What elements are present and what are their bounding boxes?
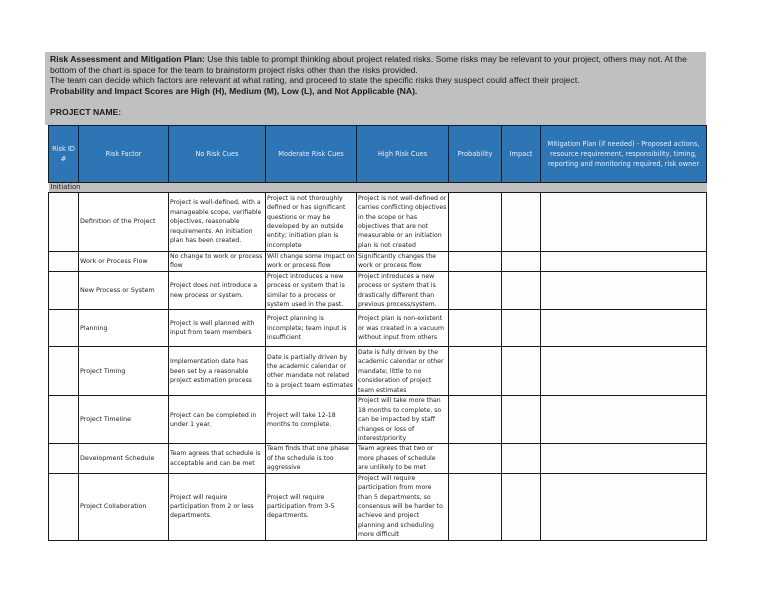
- impact-cell[interactable]: [502, 396, 541, 444]
- instructions-description: Use this table to prompt thinking about project related risks. Some risks may be relevant to your project, others may not. At the bottom of the chart is space for the team to brainstorm project risks other than the risks provided.: [50, 54, 687, 75]
- instructions-title: Risk Assessment and Mitigation Plan:: [50, 54, 205, 64]
- header-high-risk-cues: High Risk Cues: [357, 126, 449, 183]
- no-risk-cue-cell: Implementation date has been set by a reasonable project estimation process: [169, 347, 266, 396]
- moderate-risk-cue-cell: Project is not thoroughly defined or has significant questions or may be developed by an outside entity; initiation plan is incomplete: [266, 193, 357, 252]
- mitigation-cell[interactable]: [541, 347, 707, 396]
- mitigation-cell[interactable]: [541, 252, 707, 272]
- moderate-risk-cue-cell: Project will take 12-18 months to complete.: [266, 396, 357, 444]
- high-risk-cue-cell: Project introduces a new process or system that is drastically different than previous process/system.: [357, 271, 449, 310]
- no-risk-cue-cell: Project will require participation from 2 or less departments.: [169, 473, 266, 540]
- probability-cell[interactable]: [449, 444, 502, 473]
- table-row: [49, 310, 707, 347]
- risk-id-cell[interactable]: [49, 396, 79, 444]
- mitigation-cell[interactable]: [541, 271, 707, 310]
- probability-cell[interactable]: [449, 396, 502, 444]
- high-risk-cue-cell: Project is not well-defined or carries conflicting objectives in the scope or has objectives that are not measurable or an initiation plan is not created: [357, 193, 449, 252]
- no-risk-cue-cell: Project is well planned with input from team members: [169, 310, 266, 347]
- section-row-initiation: [49, 183, 707, 193]
- risk-factor-cell: Project Collaboration: [79, 473, 169, 540]
- risk-factor-cell: Work or Process Flow: [79, 252, 169, 272]
- risk-factor-cell: New Process or System: [79, 271, 169, 310]
- header-no-risk-cues: No Risk Cues: [169, 126, 266, 183]
- moderate-risk-cue-cell: Team finds that one phase of the schedule is too aggressive: [266, 444, 357, 473]
- project-name-label: PROJECT NAME:: [50, 107, 122, 118]
- impact-cell[interactable]: [502, 310, 541, 347]
- instructions-panel: [45, 52, 706, 125]
- risk-factor-cell: Planning: [79, 310, 169, 347]
- impact-cell[interactable]: [502, 252, 541, 272]
- section-label: Initiation: [49, 183, 707, 193]
- high-risk-cue-cell: Team agrees that two or more phases of schedule are unlikely to be met: [357, 444, 449, 473]
- risk-id-cell[interactable]: [49, 193, 79, 252]
- mitigation-cell[interactable]: [541, 193, 707, 252]
- header-probability: Probability: [449, 126, 502, 183]
- high-risk-cue-cell: Project will take more than 18 months to complete, so can be impacted by staff changes or loss of interest/priority: [357, 396, 449, 444]
- probability-cell[interactable]: [449, 473, 502, 540]
- header-moderate-risk-cues: Moderate Risk Cues: [266, 126, 357, 183]
- high-risk-cue-cell: Project will require participation from more than 5 departments, so consensus will be harder to achieve and project planning and scheduling more difficult: [357, 473, 449, 540]
- impact-cell[interactable]: [502, 473, 541, 540]
- mitigation-cell[interactable]: [541, 310, 707, 347]
- moderate-risk-cue-cell: Project introduces a new process or system that is similar to a process or system used in the past.: [266, 271, 357, 310]
- risk-id-cell[interactable]: [49, 271, 79, 310]
- impact-cell[interactable]: [502, 347, 541, 396]
- header-risk-id: Risk ID #: [49, 126, 79, 183]
- instructions-description-2: The team can decide which factors are relevant at what rating, and proceed to state the specific risks they suspect could affect their project.: [50, 75, 580, 86]
- risk-id-cell[interactable]: [49, 310, 79, 347]
- impact-cell[interactable]: [502, 444, 541, 473]
- instructions-text: [50, 54, 701, 75]
- risk-id-cell[interactable]: [49, 473, 79, 540]
- high-risk-cue-cell: Significantly changes the work or process flow: [357, 252, 449, 272]
- risk-id-cell[interactable]: [49, 252, 79, 272]
- impact-cell[interactable]: [502, 271, 541, 310]
- risk-id-cell[interactable]: [49, 347, 79, 396]
- no-risk-cue-cell: Team agrees that schedule is acceptable and can be met: [169, 444, 266, 473]
- probability-cell[interactable]: [449, 310, 502, 347]
- moderate-risk-cue-cell: Date is partially driven by the academic calendar or other mandate not related to a project team estimates: [266, 347, 357, 396]
- risk-factor-cell: Definition of the Project: [79, 193, 169, 252]
- high-risk-cue-cell: Date is fully driven by the academic calendar or other mandate; little to no consideration of project team estimates: [357, 347, 449, 396]
- probability-cell[interactable]: [449, 347, 502, 396]
- moderate-risk-cue-cell: Project will require participation from 3-5 departments.: [266, 473, 357, 540]
- header-risk-factor: Risk Factor: [79, 126, 169, 183]
- table-row: [49, 347, 707, 396]
- moderate-risk-cue-cell: Will change some impact on work or process flow: [267, 253, 355, 270]
- table-header-row: [49, 126, 707, 183]
- header-mitigation-plan: Mitigation Plan (if needed) - Proposed actions, resource requirement, responsibility, timing, reporting and monitoring required, risk owner: [541, 126, 707, 183]
- scores-note: Probability and Impact Scores are High (H), Medium (M), Low (L), and Not Applicable (NA).: [50, 85, 418, 96]
- moderate-risk-cue-cell: Project planning is incomplete; team input is insufficient: [266, 310, 357, 347]
- table-row: [49, 271, 707, 310]
- high-risk-cue-cell: Project plan is non-existent or was created in a vacuum without input from others: [357, 310, 449, 347]
- no-risk-cue-cell: Project can be completed in under 1 year.: [169, 396, 266, 444]
- mitigation-cell[interactable]: [541, 396, 707, 444]
- mitigation-cell[interactable]: [541, 444, 707, 473]
- header-impact: Impact: [502, 126, 541, 183]
- no-risk-cue-cell: Project does not introduce a new process or system.: [169, 271, 266, 310]
- risk-factor-cell: Project Timeline: [79, 396, 169, 444]
- table-row: [49, 444, 707, 473]
- table-row: [49, 473, 707, 540]
- probability-cell[interactable]: [449, 252, 502, 272]
- risk-id-cell[interactable]: [49, 444, 79, 473]
- probability-cell[interactable]: [449, 271, 502, 310]
- probability-cell[interactable]: [449, 193, 502, 252]
- no-risk-cue-cell: Project is well-defined, with a manageable scope, verifiable objectives, reasonable requirements. An initiation plan has been created.: [169, 193, 266, 252]
- risk-table: [48, 125, 707, 541]
- risk-factor-cell: Development Schedule: [79, 444, 169, 473]
- no-risk-cue-cell: No change to work or process flow: [169, 252, 266, 272]
- impact-cell[interactable]: [502, 193, 541, 252]
- table-row: [49, 193, 707, 252]
- risk-factor-cell: Project Timing: [79, 347, 169, 396]
- table-row: [49, 252, 707, 272]
- table-row: [49, 396, 707, 444]
- mitigation-cell[interactable]: [541, 473, 707, 540]
